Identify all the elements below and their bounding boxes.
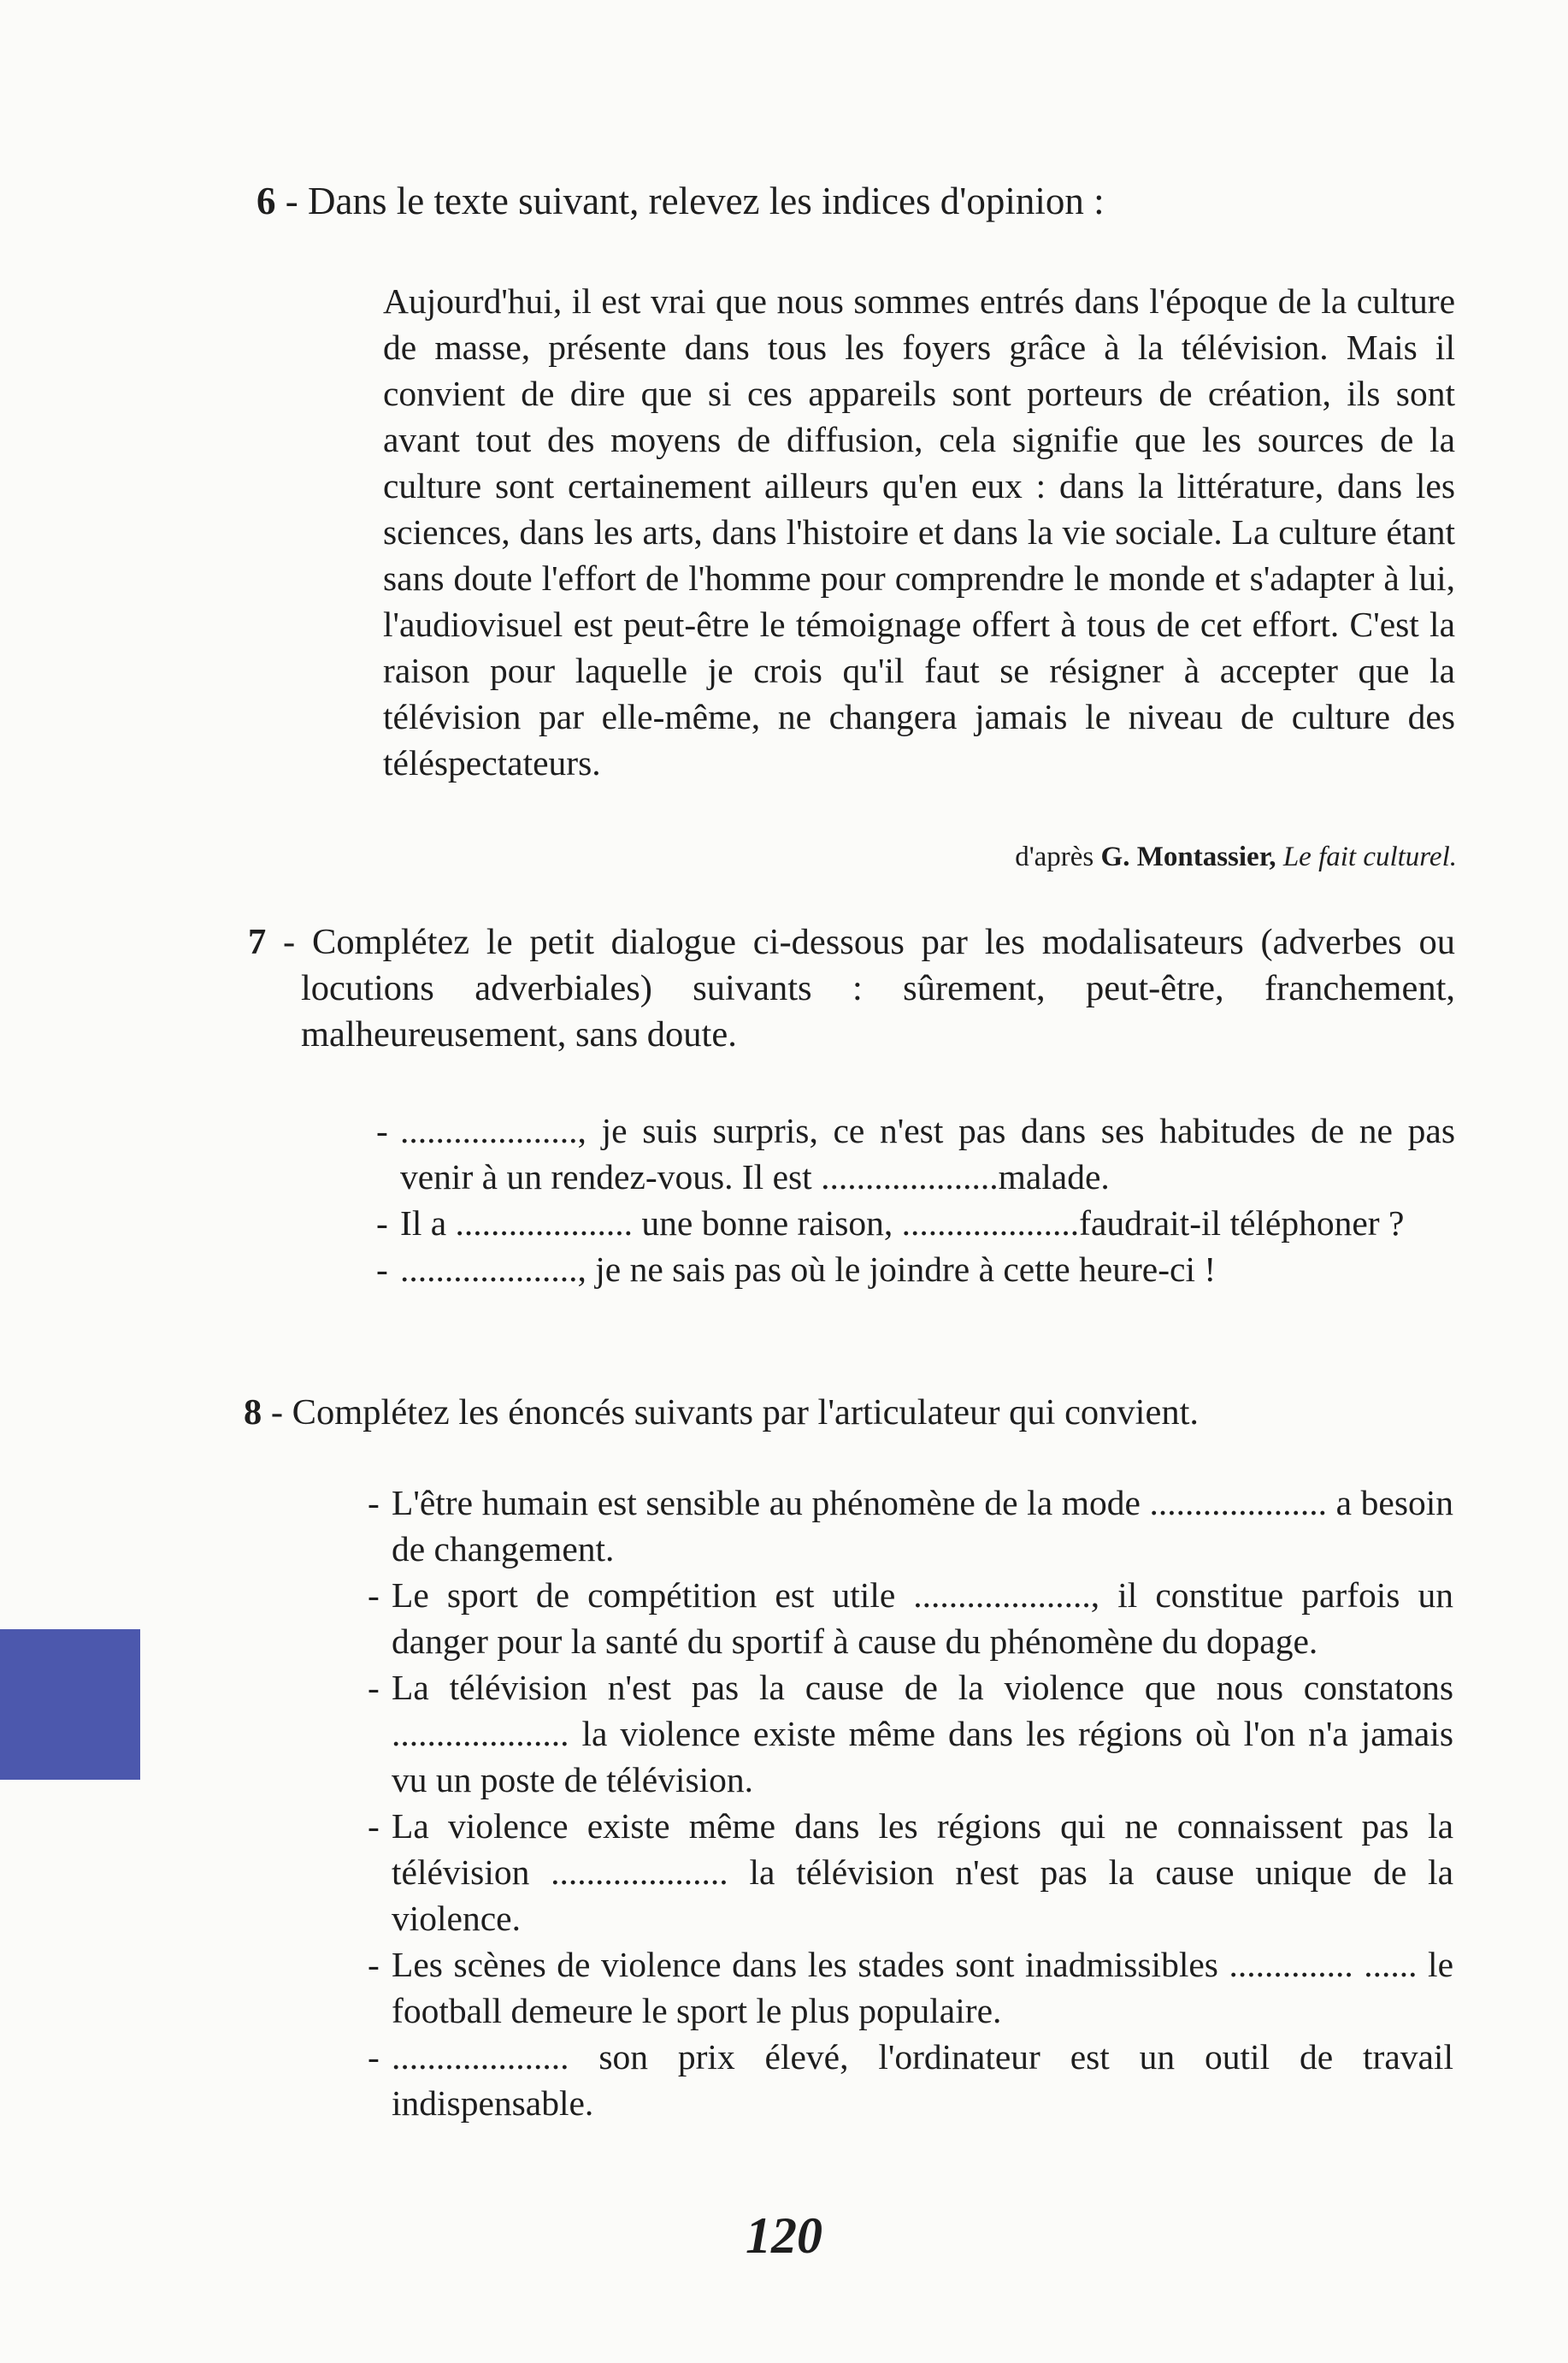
statement-line: - L'être humain est sensible au phénomène de la mode .................... a besoin de changement. <box>368 1483 1453 1568</box>
dialogue-line-text: ...................., je suis surpris, ce n'est pas dans ses habitudes de ne pas venir à un rendez-vous. Il est ....................malade. <box>400 1111 1455 1196</box>
exercise-6-heading <box>256 178 1453 224</box>
side-color-tab <box>0 1629 140 1780</box>
passage-text: Aujourd'hui, il est vrai que nous sommes entrés dans l'époque de la culture de masse, présente dans tous les foyers grâce à la télévision. Mais il convient de dire que si ces appareils sont porteurs de création, ils sont avant tout des moyens de diffusion, cela signifie que les sources de la culture sont certainement ailleurs qu'en eux : dans la littérature, dans les sciences, dans les arts, dans l'histoire et dans la vie sociale. La culture étant sans doute l'effort de l'homme pour comprendre le monde et s'adapter à lui, l'audiovisuel est peut-être le témoignage offert à tous de cet effort. C'est la raison pour laquelle je crois qu'il faut se résigner à accepter que la télévision par elle-même, ne changera jamais le niveau de culture des téléspectateurs. <box>383 281 1455 783</box>
source-citation <box>1015 838 1457 876</box>
exercise-7-instruction: - Complétez le petit dialogue ci-dessous par les modalisateurs (adverbes ou locutions adverbiales) suivants : sûrement, peut-être, franchement, malheureusement, sans doute. <box>283 922 1456 1054</box>
statement-line: - Le sport de compétition est utile ...................., il constitue parfois un danger pour la santé du sportif à cause du phénomène du dopage. <box>368 1575 1453 1661</box>
statement-line: - La télévision n'est pas la cause de la violence que nous constatons .................... la violence existe même dans les régions où l'on n'a jamais vu un poste de télévision. <box>368 1668 1453 1799</box>
exercise-8-number: 8 <box>244 1392 262 1433</box>
statement-line: - La violence existe même dans les régions qui ne connaissent pas la télévision .................... la télévision n'est pas la cause unique de la violence. <box>368 1806 1453 1938</box>
statement-text: Le sport de compétition est utile ...................., il constitue parfois un danger pour la santé du sportif à cause du phénomène du dopage. <box>392 1575 1453 1661</box>
statement-text: .................... son prix élevé, l'ordinateur est un outil de travail indispensable. <box>392 2037 1453 2123</box>
dialogue-line: - Il a .................... une bonne raison, ....................faudrait-il téléphoner ? <box>376 1203 1405 1243</box>
source-title: Le fait culturel. <box>1282 842 1457 872</box>
exercise-7-heading <box>248 919 1455 1058</box>
source-author: G. Montassier, <box>1100 842 1276 872</box>
dialogue-line-text: ...................., je ne sais pas où le joindre à cette heure-ci ! <box>400 1249 1217 1289</box>
exercise-8-instruction: - Complétez les énoncés suivants par l'articulateur qui convient. <box>270 1392 1200 1433</box>
statement-line: - .................... son prix élevé, l'ordinateur est un outil de travail indispensable. <box>368 2037 1453 2123</box>
exercise-7-dialogue <box>376 1108 1455 1292</box>
source-prefix: d'après <box>1015 842 1094 872</box>
dialogue-line: - ...................., je ne sais pas où le joindre à cette heure-ci ! <box>376 1249 1217 1289</box>
statement-text: Les scènes de violence dans les stades sont inadmissibles .............. ...... le football demeure le sport le plus populaire. <box>392 1945 1453 2030</box>
exercise-8-statements <box>368 1480 1453 2126</box>
dialogue-line-text: Il a .................... une bonne raison, ....................faudrait-il téléphoner ? <box>400 1203 1405 1243</box>
exercise-7-number: 7 <box>248 922 267 962</box>
exercise-6-instruction: - Dans le texte suivant, relevez les indices d'opinion : <box>285 180 1105 222</box>
statement-text: L'être humain est sensible au phénomène de la mode .................... a besoin de changement. <box>392 1483 1453 1568</box>
exercise-8-heading <box>244 1390 1458 1436</box>
exercise-6-passage <box>383 278 1455 786</box>
page-number: 120 <box>746 2207 822 2264</box>
exercise-6-number: 6 <box>256 180 276 222</box>
statement-text: La violence existe même dans les régions qui ne connaissent pas la télévision .................... la télévision n'est pas la cause unique de la violence. <box>392 1806 1453 1938</box>
statement-line: - Les scènes de violence dans les stades sont inadmissibles .............. ...... le football demeure le sport le plus populaire. <box>368 1945 1453 2030</box>
statement-text: La télévision n'est pas la cause de la violence que nous constatons .................... la violence existe même dans les régions où l'on n'a jamais vu un poste de télévision. <box>392 1668 1453 1799</box>
dialogue-line: - ...................., je suis surpris, ce n'est pas dans ses habitudes de ne pas venir à un rendez-vous. Il est ....................malade. <box>376 1111 1455 1196</box>
